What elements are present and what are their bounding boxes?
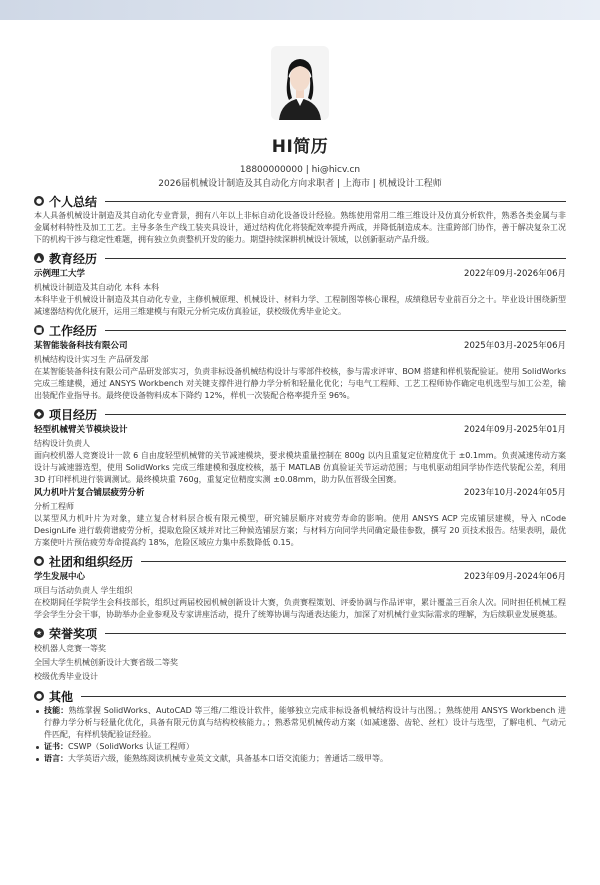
resume-title: HI简历 <box>271 137 329 157</box>
company-name: 某智能装备科技有限公司 <box>34 341 128 351</box>
section-title: 社团和组织经历 <box>49 554 134 569</box>
others-item <box>34 753 566 765</box>
entry-subtitle: 分析工程师 <box>34 502 74 511</box>
section-divider <box>141 561 566 562</box>
summary-text: 本人具备机械设计制造及其自动化专业背景，拥有八年以上非标自动化设备设计经验。熟练使用常用二维三维设计及仿真分析软件，熟悉各类金属与非金属材料特性及加工工艺。主导多条生产线工装夹具设计，通过结构优化将装配效率提升两成，并降低制造成本。注重跨部门协作，善于解决复杂工况下的机构干涉与稳定性难题，拥有独立负责整机开发的能力。期望持续深耕机械设计领域，以创新驱动产品升级。 <box>34 211 566 244</box>
entry-heading <box>34 267 566 281</box>
entry-heading <box>34 339 566 353</box>
item-text: 熟练掌握 SolidWorks、AutoCAD 等三维/二维设计软件，能够独立完成非标设备机械结构设计与出图。；熟练使用 ANSYS Workbench 进行静力学分析与轻量化优化，具备有限元仿真与结构校核能力。；熟悉常见机械传动方案（如减速器、齿轮、丝杠）设计与选型，了解电机、气动元件匹配，有样机装配验证经验。 <box>44 706 567 739</box>
entry-date: 2024年09月-2025年01月 <box>464 425 566 435</box>
section-header <box>34 192 566 210</box>
section-title: 教育经历 <box>49 251 98 266</box>
section-title: 项目经历 <box>49 407 98 422</box>
section-education <box>34 249 566 318</box>
award-icon: ★ <box>35 629 43 637</box>
section-awards <box>34 624 566 684</box>
section-header <box>34 405 566 423</box>
section-others <box>34 687 566 765</box>
entry-subtitle: 机械设计制造及其自动化 本科 本科 <box>34 283 160 292</box>
entry-description: 以某型风力机叶片为对象，建立复合材料层合板有限元模型，研究铺层顺序对疲劳寿命的影响。使用 ANSYS ACP 完成铺层建模，导入 nCode DesignLife 进行载荷谱疲劳分析，提取危险区域并对比三种候选铺层方案；与材料方向同学共同确定最佳参数，撰写 20 页技术报告。结果表明，最优方案使叶片预估疲劳寿命提高约 18%，危险区域应力集中系数降低 0.15。 <box>34 514 566 547</box>
others-item <box>34 741 566 753</box>
project-name: 风力机叶片复合铺层疲劳分析 <box>34 488 145 498</box>
school-name: 示例理工大学 <box>34 269 86 279</box>
section-header <box>34 321 566 339</box>
item-text: CSWP（SolidWorks 认证工程师） <box>68 742 194 751</box>
info-icon: ● <box>35 692 43 700</box>
section-divider <box>105 633 566 634</box>
resume-body <box>34 190 566 765</box>
resume-header <box>0 132 600 191</box>
section-header <box>34 687 566 705</box>
award-item: 校机器人竞赛一等奖 <box>34 644 106 653</box>
briefcase-icon: ■ <box>35 326 43 334</box>
others-item <box>34 705 566 741</box>
people-icon: ● <box>35 557 43 565</box>
entry-heading <box>34 486 566 500</box>
profile-photo <box>271 46 329 120</box>
section-title: 其他 <box>49 689 74 704</box>
section-title: 荣誉奖项 <box>49 626 98 641</box>
section-divider <box>105 258 566 259</box>
top-decoration-bar <box>0 0 600 20</box>
item-label: 技能： <box>44 706 69 715</box>
section-projects <box>34 405 566 549</box>
entry-date: 2025年03月-2025年06月 <box>464 341 566 351</box>
entry-description: 在某智能装备科技有限公司产品研发部实习，负责非标设备机械结构设计与零部件校核，参与需求评审、BOM 搭建和样机装配验证。使用 SolidWorks 完成三维建模，通过 ANSYS Workbench 对关键支撑件进行静力学分析和轻量化优化；与电气工程师、工艺工程师协作确定电机选型与加工公差，输出装配作业指导书。最终使设备物料成本下降约 12%，样机一次装配合格率提升至 96%。 <box>34 367 566 400</box>
contact-line: 18800000000 | hi@hicv.cn <box>239 165 361 175</box>
graduation-cap-icon: ▲ <box>34 253 44 263</box>
entry-description: 面向校机器人竞赛设计一款 6 自由度轻型机械臂的关节减速模块，要求模块重量控制在 800g 以内且重复定位精度优于 ±0.1mm。负责减速传动方案设计与减速器选型，使用 SolidWorks 完成三维建模和强度校核，基于 MATLAB 仿真验证关节运动范围；与电机驱动组同学协作迭代装配公差，利用 3D 打印样机进行装调测试。最终模块重 760g，重复定位精度实测 ±0.08mm，助力队伍晋级全国赛。 <box>34 451 566 484</box>
project-icon: ◆ <box>34 409 44 419</box>
item-text: 大学英语六级，能熟练阅读机械专业英文文献，具备基本口语交流能力；普通话二级甲等。 <box>68 754 388 763</box>
entry-date: 2022年09月-2026年06月 <box>464 269 566 279</box>
entry-description: 在校期间任学院学生会科技部长，组织过两届校园机械创新设计大赛，负责赛程策划、评委协调与作品评审，累计覆盖三百余人次。同时担任机械工程学会学生分会干事，协助举办企业参观及专家讲座活动，提升了统筹协调与沟通表达能力，加深了对机械行业实际需求的理解，为后续职业发展奠基。 <box>34 598 566 619</box>
section-header <box>34 624 566 642</box>
award-item: 校级优秀毕业设计 <box>34 672 98 681</box>
section-title: 个人总结 <box>49 194 98 209</box>
entry-heading <box>34 423 566 437</box>
section-work <box>34 321 566 402</box>
organization-name: 学生发展中心 <box>34 572 86 582</box>
section-divider <box>105 201 566 202</box>
section-title: 工作经历 <box>49 323 98 338</box>
entry-subtitle: 结构设计负责人 <box>34 439 90 448</box>
item-label: 语言： <box>44 754 68 763</box>
award-item: 全国大学生机械创新设计大赛省级二等奖 <box>34 658 178 667</box>
others-list <box>34 705 566 765</box>
section-campus <box>34 552 566 621</box>
entry-subtitle: 项目与活动负责人 学生组织 <box>34 586 133 595</box>
section-header <box>34 249 566 267</box>
section-divider <box>81 696 566 697</box>
section-divider <box>105 414 566 415</box>
user-icon: ● <box>35 197 43 205</box>
item-label: 证书： <box>44 742 68 751</box>
entry-heading <box>34 570 566 584</box>
entry-description: 本科毕业于机械设计制造及其自动化专业，主修机械原理、机械设计、材料力学、工程制图等核心课程，成绩稳居专业前百分之十。毕业设计围绕新型减速器结构优化展开，运用三维建模与有限元分析完成仿真验证，获校级优秀毕业论文。 <box>34 295 566 316</box>
section-divider <box>105 330 566 331</box>
section-summary <box>34 192 566 246</box>
project-name: 轻型机械臂关节模块设计 <box>34 425 128 435</box>
entry-date: 2023年10月-2024年05月 <box>464 488 566 498</box>
section-header <box>34 552 566 570</box>
objective-line: 2026届机械设计制造及其自动化方向求职者 | 上海市 | 机械设计工程师 <box>158 179 442 189</box>
entry-subtitle: 机械结构设计实习生 产品研发部 <box>34 355 149 364</box>
entry-date: 2023年09月-2024年06月 <box>464 572 566 582</box>
